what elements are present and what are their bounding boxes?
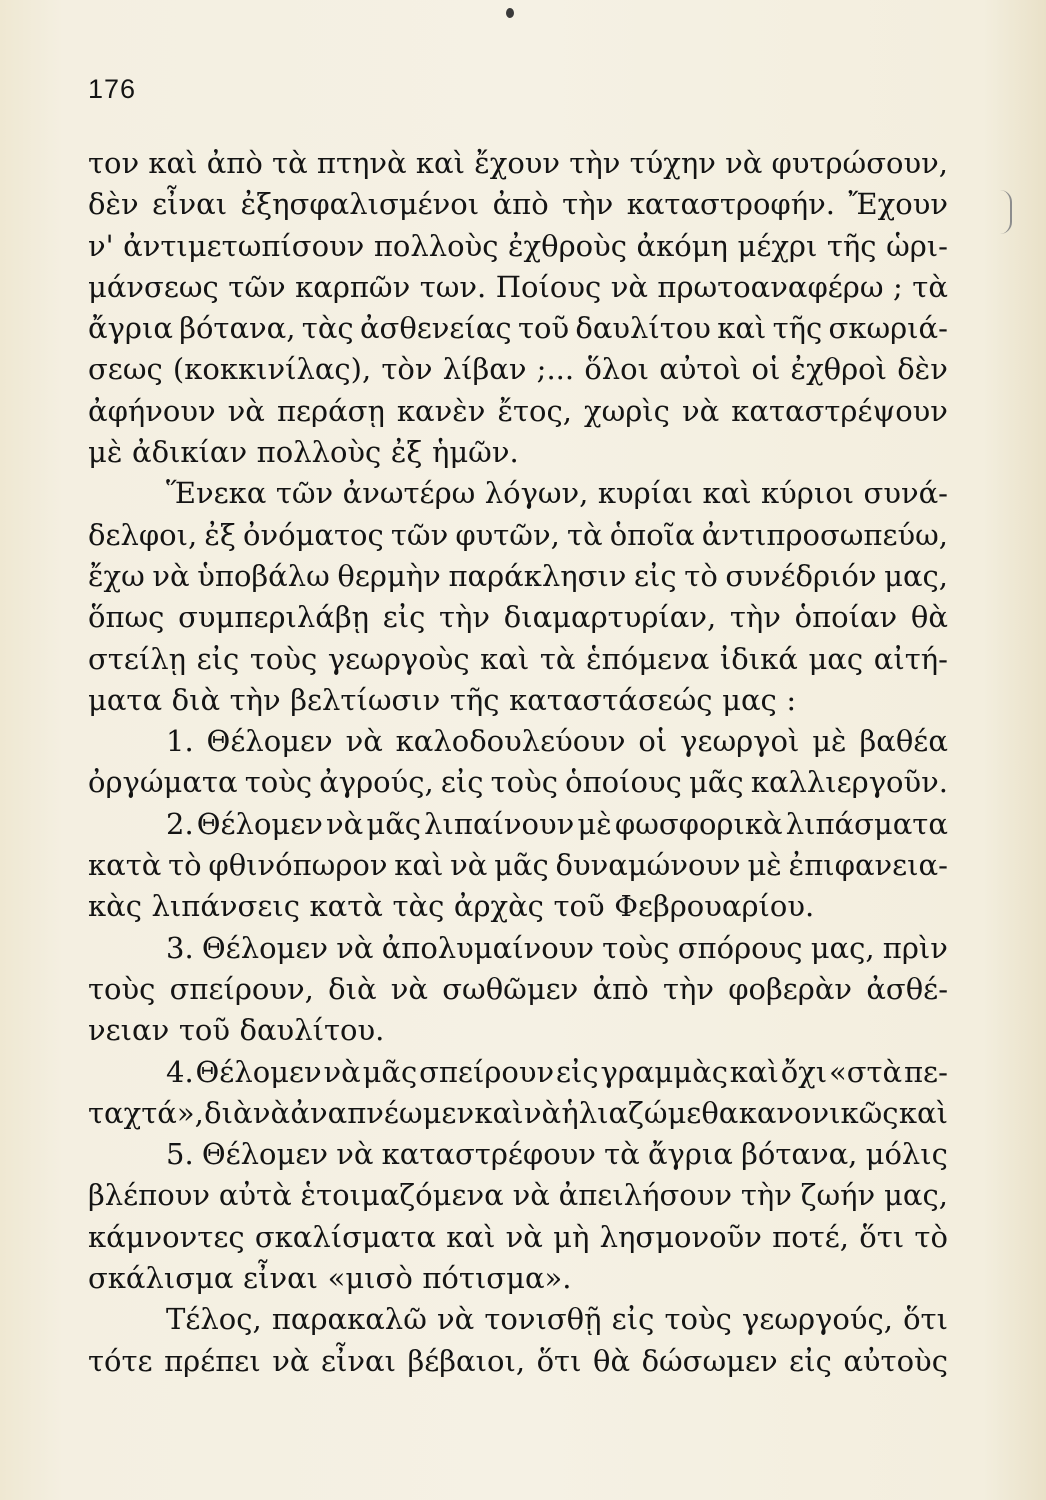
word: συνέδριόν — [725, 558, 877, 593]
word: μᾶς — [366, 806, 422, 841]
word: τὸν — [381, 352, 433, 387]
word: γεωργοὶ — [680, 724, 800, 759]
text-line — [88, 226, 948, 267]
word: τὴν — [562, 187, 614, 222]
word: νὰ — [512, 1178, 550, 1213]
word: δαυλίτου. — [239, 1013, 385, 1048]
word: τοὺς — [88, 971, 156, 1006]
word: γραμμὰς — [600, 1054, 728, 1089]
word: ἐξ — [390, 435, 423, 470]
word: τῆς — [772, 311, 823, 346]
word: μὴ — [553, 1219, 590, 1254]
word: βέβαιοι, — [407, 1343, 526, 1378]
word: παρακαλῶ — [271, 1302, 427, 1337]
word: δυναμώνουν — [555, 848, 741, 883]
word: περάσῃ — [276, 393, 385, 428]
word: ἡμῶν. — [431, 435, 519, 470]
word: ;... — [536, 352, 575, 387]
word: μὲ — [577, 806, 612, 841]
word: καὶ — [480, 641, 530, 676]
word: Θέλομεν — [206, 724, 333, 759]
word: τύχην — [629, 146, 716, 180]
word: θερμὴν — [337, 558, 441, 593]
word: ὁποῖα — [609, 517, 695, 552]
word: εἰς — [196, 641, 240, 676]
word: ὁποίους — [565, 765, 682, 800]
word: καὶ — [729, 1054, 779, 1089]
word: εἰς — [382, 600, 426, 635]
word: νὰ — [323, 1054, 361, 1089]
word: 5. — [166, 1137, 194, 1172]
word: ὀνόματος — [243, 517, 384, 552]
word: τοὺς — [249, 641, 318, 676]
word: χωρὶς — [584, 393, 670, 428]
word: πολλοὺς — [256, 435, 382, 470]
word: πότισμα». — [422, 1261, 572, 1296]
word: μᾶς — [362, 1054, 418, 1089]
word: ἀφήνουν — [88, 393, 216, 428]
word: ἑπόμενα — [586, 641, 710, 676]
word: μας — [722, 682, 777, 717]
word: αὐτὰ — [218, 1178, 292, 1213]
word: νὰ — [272, 1343, 310, 1378]
word: πτηνὰ — [316, 146, 407, 180]
word: στείλῃ — [88, 641, 186, 676]
word: μέχρι — [737, 228, 818, 263]
word: νὰ — [437, 1302, 475, 1337]
word: οἱ — [751, 352, 781, 387]
word: λόγων, — [484, 476, 589, 511]
word: ν' — [88, 228, 114, 263]
word: ἀρχὰς — [453, 889, 544, 924]
word: εἰς — [634, 558, 677, 593]
word: ὅτι — [903, 1302, 948, 1337]
word: ὀργώματα — [88, 765, 238, 800]
word: ἀδικίαν — [131, 435, 248, 470]
word: μὲ — [812, 724, 847, 759]
word: πρωτοαναφέρω — [657, 269, 884, 304]
word: μὲ — [747, 848, 782, 883]
word: εἰς — [555, 1054, 599, 1089]
word: νὰ — [505, 1219, 543, 1254]
word: ἔχω — [88, 558, 145, 593]
word: τον — [88, 146, 140, 180]
word: πε- — [903, 1054, 948, 1089]
word: ἔχουν — [474, 146, 561, 180]
word: τὴν — [662, 971, 714, 1006]
word: καταστροφήν. — [626, 187, 835, 222]
word: θὰ — [593, 1343, 631, 1378]
word: Ἔχουν — [848, 187, 948, 222]
word: νὰ — [725, 146, 763, 180]
word: ἀπειλήσουν — [558, 1178, 732, 1213]
word: κατὰ — [309, 889, 383, 924]
text-line — [88, 184, 948, 225]
word: κυρίαι — [597, 476, 694, 511]
word: διὰ — [328, 971, 377, 1006]
word: ἀντιπροσωπεύω, — [701, 517, 948, 552]
word: ὅτι — [536, 1343, 582, 1378]
word: παράκλησιν — [448, 558, 627, 593]
word: ἐπιφανεια- — [788, 848, 948, 883]
page-edge-mark — [1000, 190, 1012, 234]
word: νὰ — [252, 1095, 291, 1130]
text-line — [88, 556, 948, 597]
word: Τέλος, — [166, 1302, 262, 1337]
word: τὰς — [392, 889, 445, 924]
text-line — [88, 308, 948, 349]
word: εἰς — [789, 1343, 832, 1378]
word: τὸ — [914, 1219, 948, 1254]
word: μὲ — [88, 435, 123, 470]
word: ἐχθροὺς — [508, 228, 627, 263]
word: ἄγρια — [647, 1137, 733, 1172]
text-line — [88, 349, 948, 390]
word: ἀπὸ — [206, 146, 263, 180]
word: λιπάσματα — [785, 806, 948, 841]
word: Θέλομεν — [196, 806, 323, 841]
text-line — [88, 928, 948, 969]
word: τῶν — [390, 517, 449, 552]
word: τότε — [88, 1343, 153, 1378]
page-number: 176 — [88, 74, 137, 104]
word: λιπάνσεις — [151, 889, 300, 924]
word: καρπῶν — [295, 269, 411, 304]
word: τὸ — [684, 558, 718, 593]
word: τὰς — [301, 311, 354, 346]
word: νειαν — [88, 1013, 170, 1048]
word: ὅλοι — [584, 352, 649, 387]
word: ποτέ, — [772, 1219, 849, 1254]
word: λησμονοῦν — [599, 1219, 762, 1254]
text-line — [88, 886, 948, 927]
text-line — [88, 515, 948, 556]
word: γεωργούς, — [742, 1302, 893, 1337]
word: ἐχθροὶ — [790, 352, 888, 387]
word: πρέπει — [164, 1343, 261, 1378]
word: νὰ — [326, 806, 364, 841]
text-line — [88, 680, 948, 721]
word: δὲν — [88, 187, 139, 222]
word: τοὺς — [664, 1302, 732, 1337]
word: μόλις — [865, 1137, 948, 1172]
word: ἐξησφαλισμένοι — [240, 187, 480, 222]
word: καὶ — [446, 1219, 496, 1254]
word: τὴν — [439, 600, 491, 635]
word: φθινόπωρον — [208, 848, 388, 883]
word: τοῦ — [517, 311, 570, 346]
word: τὸ — [168, 848, 202, 883]
word: ἡλιαζώμεθα — [561, 1095, 739, 1130]
word: διὰ — [171, 682, 221, 717]
word: ὅτι — [859, 1219, 905, 1254]
word: φωσφορικὰ — [614, 806, 783, 841]
word: 4. — [166, 1054, 194, 1089]
word: «μισὸ — [327, 1261, 413, 1296]
text-line — [88, 1093, 948, 1134]
text-line — [88, 1175, 948, 1216]
word: ἀγρούς, — [319, 765, 434, 800]
text-line — [88, 432, 948, 473]
word: ματα — [88, 682, 163, 717]
word: κάμνοντες — [88, 1219, 245, 1254]
word: φοβερὰν — [728, 971, 853, 1006]
word: τὴν — [569, 146, 621, 180]
word: νὰ — [227, 393, 265, 428]
word: τῆς — [449, 682, 500, 717]
word: των. — [419, 269, 487, 304]
word: τὴν — [729, 600, 781, 635]
word: ὑποβάλω — [197, 558, 330, 593]
word: (κοκκινίλας), — [172, 352, 372, 387]
word: τὰ — [272, 146, 308, 180]
word: νὰ — [336, 930, 374, 965]
word: κὰς — [88, 889, 142, 924]
text-line — [88, 597, 948, 638]
word: : — [786, 682, 797, 717]
word: ἑτοιμαζόμενα — [300, 1178, 504, 1213]
word: τὰ — [912, 269, 948, 304]
word: Θέλομεν — [201, 1137, 329, 1172]
word: εἶναι — [243, 1261, 319, 1296]
text-line — [88, 1134, 948, 1175]
text-line — [88, 639, 948, 680]
word: ἀκόμη — [636, 228, 728, 263]
word: μας, — [884, 558, 948, 593]
word: βλέπουν — [88, 1178, 210, 1213]
word: τοὺς — [244, 765, 313, 800]
word: τὴν — [740, 1178, 792, 1213]
text-line — [88, 1052, 948, 1093]
word: βότανα, — [741, 1137, 858, 1172]
text-line — [88, 391, 948, 432]
word: ὡρι- — [886, 228, 948, 263]
word: Θέλομεν — [195, 1054, 322, 1089]
word: ἀπολυμαίνουν — [381, 930, 594, 965]
word: ἀνωτέρω — [342, 476, 476, 511]
word: τοῦ — [178, 1013, 230, 1048]
word: νὰ — [681, 393, 720, 428]
word: αἰτή- — [873, 641, 948, 676]
word: κύριοι — [761, 476, 855, 511]
word: σπόρους — [677, 930, 803, 965]
word: μας, — [810, 930, 875, 965]
word: σκωριά- — [828, 311, 948, 346]
word: τοὺς — [602, 930, 670, 965]
word: Ποίους — [495, 269, 602, 304]
word: κανονικῶς — [738, 1095, 899, 1130]
word: καὶ — [415, 146, 465, 180]
word: καὶ — [394, 848, 444, 883]
word: καὶ — [717, 311, 767, 346]
word: νὰ — [345, 724, 383, 759]
word: ἀντιμετωπίσουν — [123, 228, 365, 263]
word: ἔτος, — [497, 393, 572, 428]
word: νὰ — [610, 269, 648, 304]
word: ταχτά», — [88, 1095, 204, 1130]
word: ἀπὸ — [492, 187, 549, 222]
word: ἀναπνέωμεν — [290, 1095, 475, 1130]
word: Ἕνεκα — [166, 476, 267, 511]
word: φυτρώσουν, — [771, 146, 948, 180]
word: βότανα, — [179, 311, 296, 346]
word: ἀπὸ — [592, 971, 649, 1006]
word: ὁποίαν — [794, 600, 898, 635]
text-line — [88, 267, 948, 308]
word: νὰ — [523, 1095, 562, 1130]
text-line — [88, 762, 948, 803]
word: δώσωμεν — [641, 1343, 778, 1378]
text-line — [88, 1010, 948, 1051]
word: πρὶν — [882, 930, 948, 965]
word: εἶναι — [152, 187, 228, 222]
word: Θέλομεν — [201, 930, 329, 965]
word: τοῦ — [553, 889, 605, 924]
word: 2. — [166, 806, 194, 841]
word: καὶ — [474, 1095, 524, 1130]
word: διὰ — [204, 1095, 253, 1130]
word: συμπεριλάβῃ — [178, 600, 369, 635]
word: νὰ — [450, 848, 488, 883]
word: τῶν — [228, 269, 286, 304]
word: καὶ — [898, 1095, 948, 1130]
word: διαμαρτυρίαν, — [503, 600, 717, 635]
word: πολλοὺς — [373, 228, 499, 263]
word: αὐτοὺς — [843, 1343, 948, 1378]
word: μᾶς — [494, 848, 549, 883]
word: λίβαν — [442, 352, 527, 387]
word: εἰς — [611, 1302, 655, 1337]
word: ἄγρια — [88, 311, 173, 346]
word: αὐτοὶ — [659, 352, 742, 387]
word: ζωήν — [800, 1178, 876, 1213]
word: φυτῶν, — [455, 517, 560, 552]
word: νὰ — [336, 1137, 374, 1172]
word: ἀσθέ- — [866, 971, 948, 1006]
word: καταστρέφουν — [381, 1137, 596, 1172]
word: μας, — [884, 1178, 948, 1213]
word: μᾶς — [688, 765, 744, 800]
word: νὰ — [390, 971, 429, 1006]
word: Φεβρουαρίου. — [614, 889, 815, 924]
word: σωθῶμεν — [442, 971, 579, 1006]
body-text — [88, 143, 948, 1382]
word: τὴν — [229, 682, 281, 717]
word: τονισθῇ — [484, 1302, 602, 1337]
word: εἶναι — [320, 1343, 396, 1378]
text-line — [88, 1299, 948, 1340]
word: «στὰ — [828, 1054, 903, 1089]
word: 3. — [166, 930, 194, 965]
word: δαυλίτου — [575, 311, 711, 346]
word: οἱ — [638, 724, 668, 759]
text-line — [88, 845, 948, 886]
word: γεωργοὺς — [327, 641, 470, 676]
text-line — [88, 969, 948, 1010]
word: θὰ — [910, 600, 948, 635]
word: ἀσθενείας — [359, 311, 512, 346]
word: ὅπως — [88, 600, 165, 635]
text-line — [88, 473, 948, 514]
word: ἰδικά — [719, 641, 798, 676]
ink-spot — [506, 8, 514, 18]
text-line — [88, 804, 948, 845]
text-line — [88, 721, 948, 762]
word: τὰ — [604, 1137, 640, 1172]
word: κατὰ — [88, 848, 162, 883]
text-line — [88, 1217, 948, 1258]
word: τῆς — [826, 228, 877, 263]
word: 1. — [166, 724, 194, 759]
word: τὰ — [566, 517, 603, 552]
word: συνά- — [863, 476, 948, 511]
word: μας — [808, 641, 864, 676]
word: καταστρέψουν — [731, 393, 948, 428]
word: βελτίωσιν — [290, 682, 441, 717]
word: καταστάσεώς — [509, 682, 713, 717]
word: νὰ — [152, 558, 190, 593]
word: ; — [893, 269, 903, 304]
text-line — [88, 1341, 948, 1382]
word: βαθέα — [859, 724, 948, 759]
word: τῶν — [275, 476, 334, 511]
word: σεως — [88, 352, 163, 387]
word: μάνσεως — [88, 269, 219, 304]
word: ἐξ — [204, 517, 236, 552]
word: καλοδουλεύουν — [395, 724, 626, 759]
word: σπείρουν — [419, 1054, 555, 1089]
word: λιπαίνουν — [424, 806, 575, 841]
word: κανὲν — [396, 393, 486, 428]
word: τοὺς — [490, 765, 559, 800]
text-line — [88, 143, 948, 184]
word: σπείρουν, — [169, 971, 314, 1006]
word: δελφοι, — [88, 517, 198, 552]
word: καλλιεργοῦν. — [750, 765, 948, 800]
word: τὰ — [539, 641, 576, 676]
word: σκάλισμα — [88, 1261, 234, 1296]
word: καὶ — [702, 476, 752, 511]
word: σκαλίσματα — [254, 1219, 436, 1254]
word: δὲν — [897, 352, 948, 387]
text-line — [88, 1258, 948, 1299]
word: εἰς — [440, 765, 484, 800]
word: καὶ — [148, 146, 198, 180]
word: ὄχι — [780, 1054, 828, 1089]
